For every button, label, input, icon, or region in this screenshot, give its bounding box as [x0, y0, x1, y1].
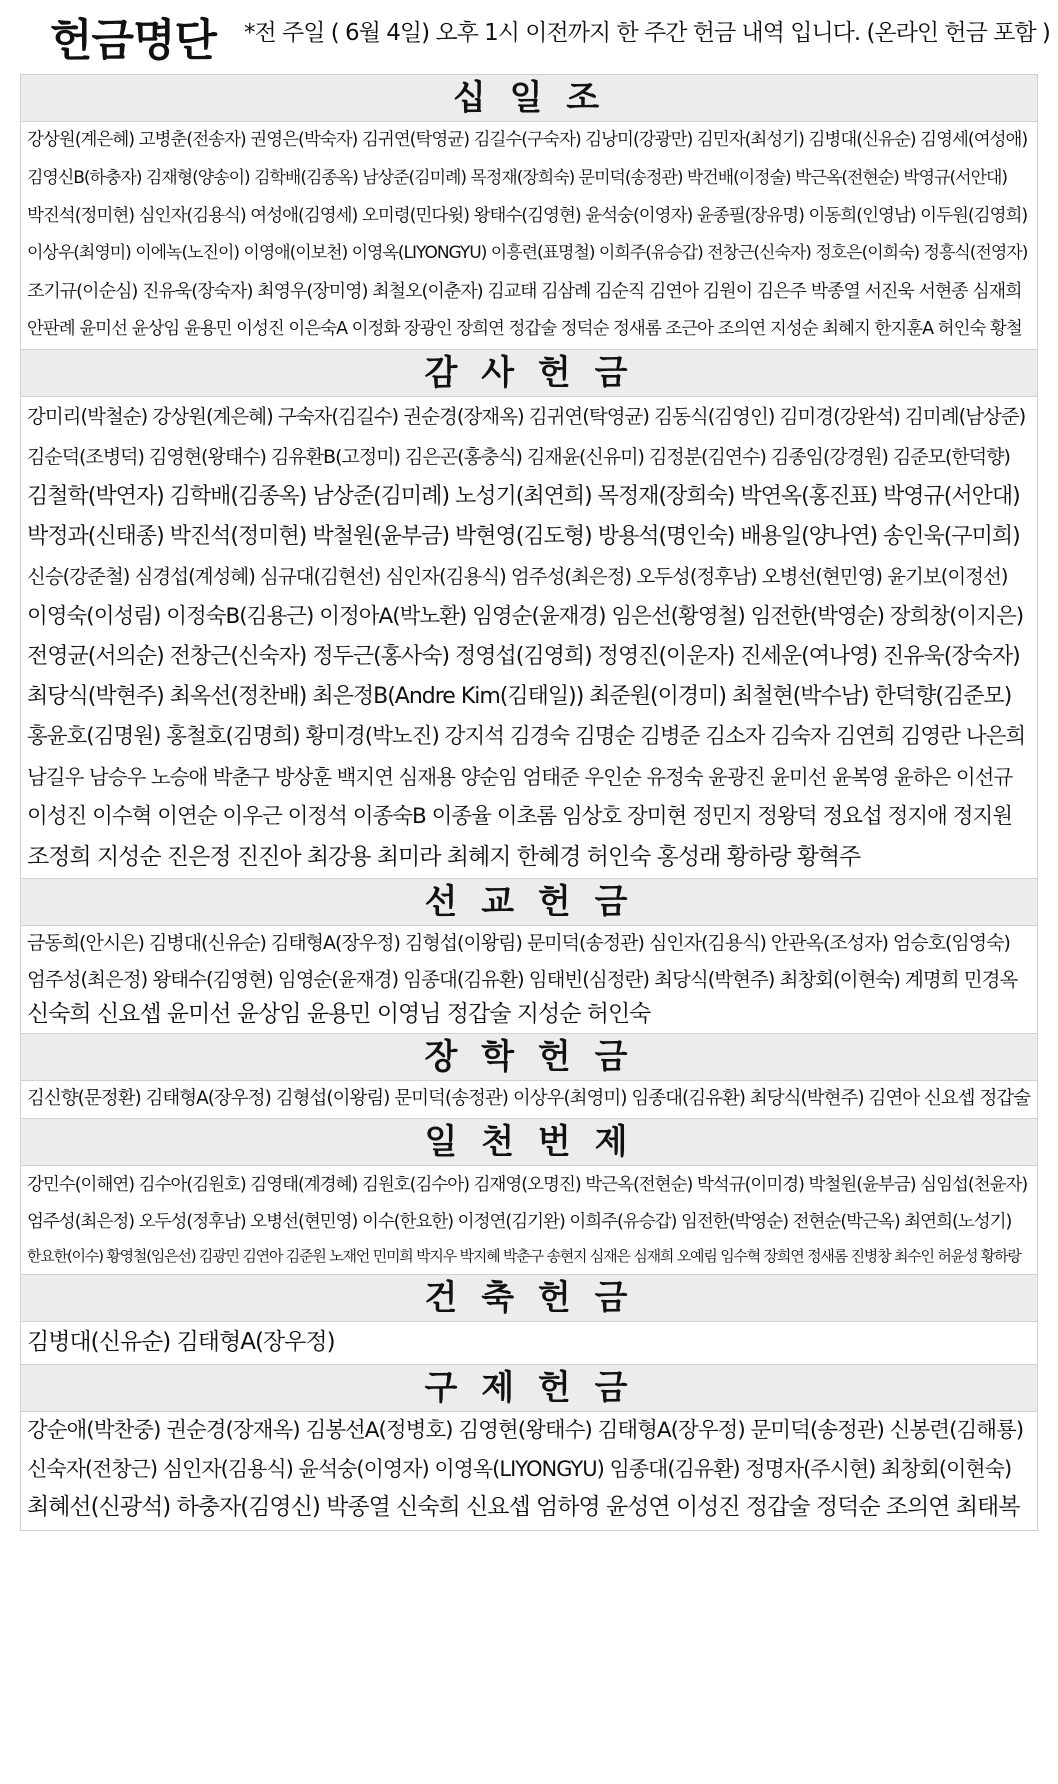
section-thanksgiving: [21, 349, 1037, 878]
section-scholarship: [21, 1033, 1037, 1118]
name-line: 강순애(박찬중) 권순경(장재옥) 김봉선A(정병호) 김영현(왕태수) 김태형A(장우정) 문미덕(송정관) 신봉련(김해룡): [27, 1418, 1024, 1443]
name-line: 강상원(계은혜) 고병춘(전송자) 권영은(박숙자) 김귀연(탁영균) 김길수(구숙자) 김낭미(강광만) 김민자(최성기) 김병대(신유순) 김영세(여성애): [27, 130, 1028, 150]
name-list-scholarship: [21, 1081, 1037, 1118]
name-line: 금동희(안시은) 김병대(신유순) 김태형A(장우정) 김형섭(이왕림) 문미덕(송정관) 심인자(김용식) 안관옥(조성자) 엄승호(임영숙): [27, 932, 1010, 954]
section-title-thousand-offering: 일 천 번 제: [21, 1119, 1037, 1166]
name-line: 박진석(정미현) 심인자(김용식) 여성애(김영세) 오미령(민다윗) 왕태수(김영현) 윤석숭(이영자) 윤종필(장유명) 이동희(인영남) 이두원(김영희): [27, 205, 1028, 226]
name-line: 박정과(신태종) 박진석(정미현) 박철원(윤부금) 박현영(김도형) 방용석(명인숙) 배용일(양나연) 송인욱(구미희): [27, 524, 1020, 549]
section-tithe: [21, 75, 1037, 349]
name-list-mission: [21, 926, 1037, 1033]
name-line: 최혜선(신광석) 하충자(김영신) 박종열 신숙희 신요셉 엄하영 윤성연 이성진 정갑술 정덕순 조의연 최태복: [27, 1494, 1020, 1520]
name-line: 한요한(이수) 황영철(임은선) 김광민 김연아 김준원 노재언 민미희 박지우 박지혜 박춘구 송현지 심재은 심재희 오예림 임수혁 장희연 정새롬 진병창 최수인 허윤성 황하랑: [27, 1247, 1021, 1265]
section-title-tithe: 십 일 조: [21, 75, 1037, 122]
name-list-relief: [21, 1412, 1037, 1530]
name-line: 신승(강준철) 심경섭(계성혜) 심규대(김현선) 심인자(김용식) 엄주성(최은정) 오두성(정후남) 오병선(현민영) 윤기보(이정선): [27, 565, 1008, 588]
page-header: [0, 0, 1058, 74]
section-building: [21, 1274, 1037, 1364]
name-list-thousand-offering: [21, 1166, 1037, 1274]
offering-list: [20, 74, 1038, 1531]
name-line: 김순덕(조병덕) 김영현(왕태수) 김유환B(고정미) 김은곤(홍충식) 김재윤(신유미) 김정분(김연수) 김종임(강경원) 김준모(한덕향): [27, 446, 1010, 468]
name-line: 신숙희 신요셉 윤미선 윤상임 윤용민 이영님 정갑술 지성순 허인숙: [27, 1001, 651, 1027]
name-line: 엄주성(최은정) 오두성(정후남) 오병선(현민영) 이수(한요한) 이정연(김기완) 이희주(유승갑) 임전한(박영순) 전현순(박근옥) 최연희(노성기): [27, 1212, 1012, 1232]
page-title: 헌금명단: [50, 15, 217, 66]
name-list-tithe: [21, 122, 1037, 349]
name-line: 조정희 지성순 진은정 진진아 최강용 최미라 최혜지 한혜경 허인숙 홍성래 황하랑 황혁주: [27, 844, 861, 870]
section-mission: [21, 878, 1037, 1033]
header-note: *전 주일 ( 6월 4일) 오후 1시 이전까지 한 주간 헌금 내역 입니다. (온라인 헌금 포함 ): [244, 20, 1050, 46]
name-line: 김신향(문정환) 김태형A(장우정) 김형섭(이왕림) 문미덕(송정관) 이상우(최영미) 임종대(김유환) 최당식(박현주) 김연아 신요셉 정갑술: [27, 1088, 1031, 1109]
name-line: 신숙자(전창근) 심인자(김용식) 윤석숭(이영자) 이영옥(LIYONGYU) 임종대(김유환) 정명자(주시현) 최창회(이현숙): [27, 1457, 1012, 1481]
name-line: 강민수(이해연) 김수아(김원호) 김영태(계경혜) 김원호(김수아) 김재영(오명진) 박근옥(전현순) 박석규(이미경) 박철원(윤부금) 심임섭(천윤자): [27, 1175, 1028, 1195]
name-line: 이상우(최영미) 이에녹(노진이) 이영애(이보천) 이영옥(LIYONGYU) 이흥련(표명철) 이희주(유승갑) 전창근(신숙자) 정호은(이희숙) 정흥식(전영자): [27, 243, 1028, 264]
name-line: 이영숙(이성림) 이정숙B(김용근) 이정아A(박노환) 임영순(윤재경) 임은선(황영철) 임전한(박영순) 장희창(이지은): [27, 604, 1024, 629]
name-line: 조기규(이순심) 진유욱(장숙자) 최영우(장미영) 최철오(이춘자) 김교태 김삼례 김순직 김연아 김원이 김은주 박종열 서진욱 서현종 심재희: [27, 281, 1022, 303]
name-line: 김영신B(하충자) 김재형(양송이) 김학배(김종옥) 남상준(김미례) 목정재(장희숙) 문미덕(송정관) 박건배(이정술) 박근옥(전현순) 박영규(서안대): [27, 167, 1008, 188]
section-title-relief: 구 제 헌 금: [21, 1365, 1037, 1412]
section-relief: [21, 1364, 1037, 1530]
name-line: 홍윤호(김명원) 홍철호(김명희) 황미경(박노진) 강지석 김경숙 김명순 김병준 김소자 김숙자 김연희 김영란 나은희: [27, 724, 1026, 749]
section-title-building: 건 축 헌 금: [21, 1275, 1037, 1322]
name-line: 남길우 남승우 노승애 박춘구 방상훈 백지연 심재용 양순임 엄태준 우인순 유정숙 윤광진 윤미선 윤복영 윤하은 이선규: [27, 765, 1013, 789]
section-title-scholarship: 장 학 헌 금: [21, 1034, 1037, 1081]
name-line: 최당식(박현주) 최옥선(정찬배) 최은정B(Andre Kim(김태일)) 최준원(이경미) 최철현(박수남) 한덕향(김준모): [27, 684, 1012, 709]
name-list-building: [21, 1322, 1037, 1364]
name-line: 김철학(박연자) 김학배(김종옥) 남상준(김미례) 노성기(최연희) 목정재(장희숙) 박연옥(홍진표) 박영규(서안대): [27, 484, 1020, 509]
name-line: 이성진 이수혁 이연순 이우근 이정석 이종숙B 이종율 이초롬 임상호 장미현 정민지 정왕덕 정요섭 정지애 정지원: [27, 804, 1013, 829]
name-line: 전영균(서의순) 전창근(신숙자) 정두근(홍사숙) 정영섭(김영희) 정영진(이운자) 진세운(여나영) 진유욱(장숙자): [27, 644, 1020, 669]
section-thousand-offering: [21, 1118, 1037, 1274]
section-title-mission: 선 교 헌 금: [21, 879, 1037, 926]
section-title-thanksgiving: 감 사 헌 금: [21, 350, 1037, 397]
name-list-thanksgiving: [21, 397, 1037, 878]
name-line: 안판례 윤미선 윤상임 윤용민 이성진 이은숙A 이정화 장광인 장희연 정갑술 정덕순 정새롬 조근아 조의연 지성순 최혜지 한지훈A 허인숙 황철: [27, 318, 1022, 339]
name-line: 엄주성(최은정) 왕태수(김영현) 임영순(윤재경) 임종대(김유환) 임태빈(심정란) 최당식(박현주) 최창회(이현숙) 계명희 민경옥: [27, 967, 1018, 991]
name-line: 강미리(박철순) 강상원(계은혜) 구숙자(김길수) 권순경(장재옥) 김귀연(탁영균) 김동식(김영인) 김미경(강완석) 김미례(남상준): [27, 405, 1026, 428]
name-line: 김병대(신유순) 김태형A(장우정): [27, 1329, 335, 1355]
